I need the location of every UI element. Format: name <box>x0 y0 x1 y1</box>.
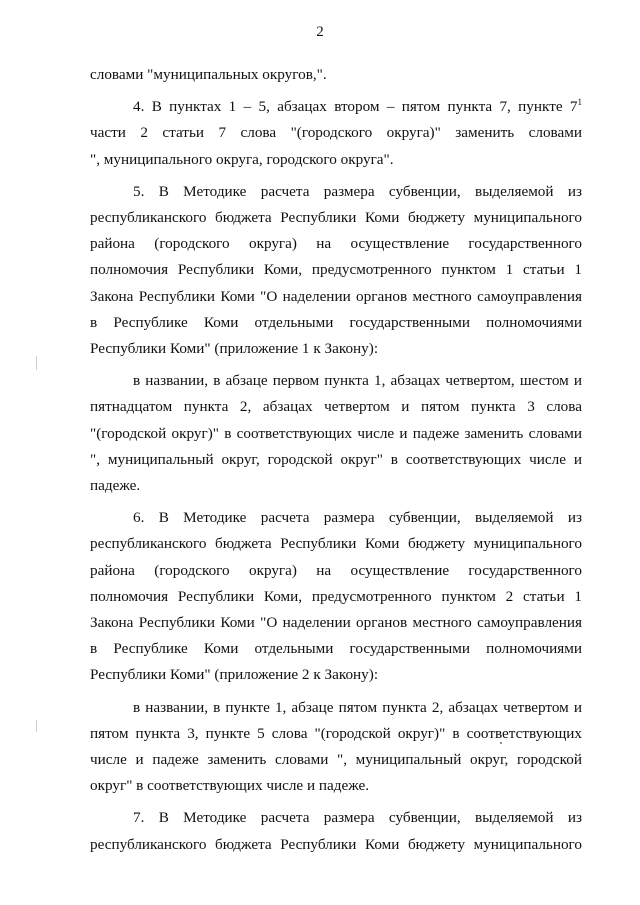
paragraph-item-7 <box>90 805 582 857</box>
document-body <box>90 62 582 858</box>
text-line: "(городской округ)" в соответствующих числе и падеже заменить словами <box>90 424 582 442</box>
text-line: Закона Республики Коми "О наделении органов местного самоуправления <box>90 614 582 632</box>
paragraph-item-5-amendment <box>90 368 582 499</box>
text-line: округ" в соответствующих числе и падеже. <box>90 777 370 795</box>
text-line: 4. В пунктах 1 – 5, абзацах втором – пятом пункта 7, пункте $7^1$ <box>133 97 582 116</box>
text-line: республиканского бюджета Республики Коми бюджету муниципального <box>90 835 582 853</box>
paragraph-item-6 <box>90 505 582 688</box>
text-line: в Республике Коми отдельными государственными полномочиями <box>90 313 582 331</box>
text-line: района (городского округа) на осуществление государственного <box>90 235 582 253</box>
paragraph-item-5 <box>90 179 582 362</box>
text-line: Закона Республики Коми "О наделении органов местного самоуправления <box>90 287 582 305</box>
text-line: района (городского округа) на осуществление государственного <box>90 561 582 579</box>
text-line: пятнадцатом пункта 2, абзацах четвертом и пятом пункта 3 слова <box>90 398 582 416</box>
text-line: части 2 статьи 7 слова "(городского округа)" заменить словами <box>90 124 582 142</box>
text-line: полномочия Республики Коми, предусмотренного пунктом 2 статьи 1 <box>90 587 582 605</box>
text-line: в названии, в пункте 1, абзаце пятом пункта 2, абзацах четвертом и <box>133 698 582 716</box>
scan-artifact <box>36 720 37 732</box>
scan-artifact <box>36 356 37 370</box>
page-number: 2 <box>316 24 324 40</box>
text-line: падеже. <box>90 477 141 495</box>
text-line: ", муниципальный округ, городской округ" в соответствующих числе и <box>90 450 582 468</box>
paragraph-item-4 <box>90 94 582 173</box>
text-line: Республики Коми" (приложение 2 к Закону): <box>90 666 379 684</box>
text-line: числе и падеже заменить словами ", муниципальный округ, городской <box>90 751 582 769</box>
paragraph-continuation <box>90 62 582 88</box>
text-line: полномочия Республики Коми, предусмотренного пунктом 1 статьи 1 <box>90 261 582 279</box>
scan-artifact <box>500 742 502 744</box>
text-line: словами "муниципальных округов,". <box>90 66 327 83</box>
text-line: Республики Коми" (приложение 1 к Закону): <box>90 340 379 358</box>
superscript: 1 <box>577 97 582 108</box>
text-line: пятом пункта 3, пункте 5 слова "(городской округ)" в соответствующих <box>90 724 582 742</box>
text-line: республиканского бюджета Республики Коми бюджету муниципального <box>90 535 582 553</box>
text-line: 5. В Методике расчета размера субвенции, выделяемой из <box>133 182 582 200</box>
text-line: 6. В Методике расчета размера субвенции, выделяемой из <box>133 509 582 527</box>
text-line: ", муниципального округа, городского округа". <box>90 150 394 168</box>
text-line: республиканского бюджета Республики Коми бюджету муниципального <box>90 209 582 227</box>
text-line: в названии, в абзаце первом пункта 1, абзацах четвертом, шестом и <box>133 372 582 390</box>
paragraph-item-6-amendment <box>90 695 582 800</box>
text-line: в Республике Коми отдельными государственными полномочиями <box>90 640 582 658</box>
text-line: 7. В Методике расчета размера субвенции, выделяемой из <box>133 809 582 827</box>
